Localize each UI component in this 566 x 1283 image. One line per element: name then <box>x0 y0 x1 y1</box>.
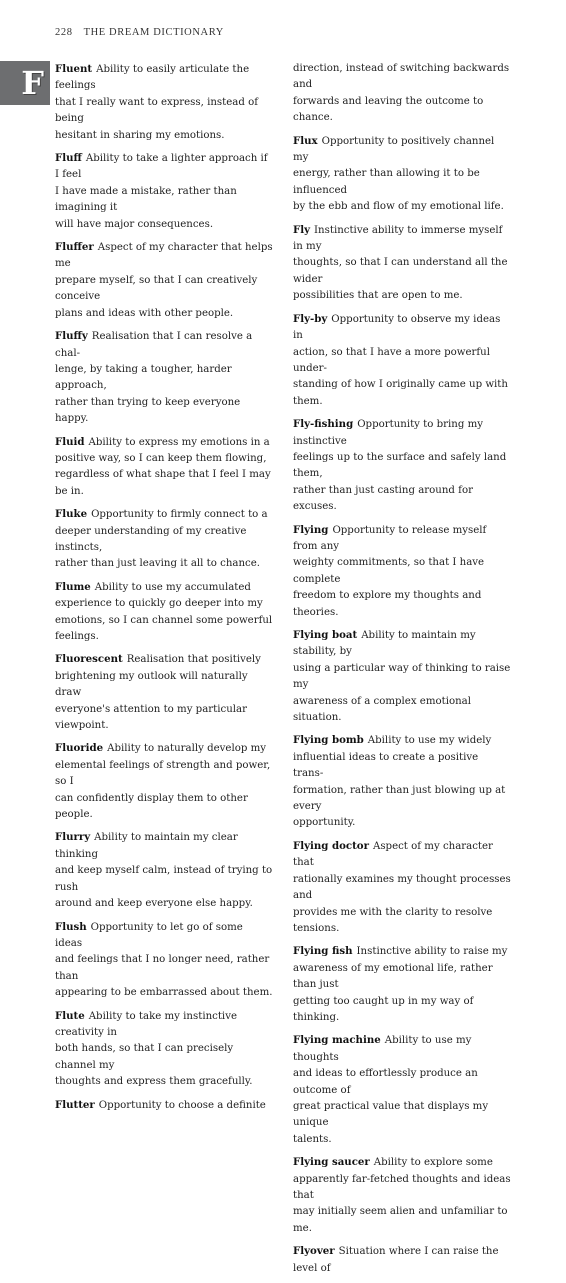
entry-definition-line: Opportunity to bring my instinctive <box>293 419 484 447</box>
entry-definition-line: weighty commitments, so that I have complete <box>293 557 485 585</box>
entry-definition-line: prepare myself, so that I can creatively conceive <box>55 274 258 303</box>
dictionary-entry <box>55 434 273 501</box>
entry-definition-line: feelings. <box>55 631 99 642</box>
right-column <box>293 61 511 1283</box>
entry-definition-line: deeper understanding of my creative instincts, <box>55 525 247 553</box>
dictionary-entry <box>55 1097 273 1114</box>
entry-definition-line: emotions, so I can channel some powerful <box>55 614 273 626</box>
entry-definition-line: around and keep everyone else happy. <box>55 898 253 910</box>
dictionary-entry <box>55 740 273 823</box>
entry-definition-line: opportunity. <box>293 817 356 829</box>
dictionary-entry <box>55 150 273 233</box>
entry-definition-line: experience to quickly go deeper into my <box>55 598 263 610</box>
entry-definition-line: Ability to express my emotions in a <box>88 436 270 448</box>
entry-definition-line: provides me with the clarity to resolve tensions. <box>293 906 493 934</box>
entry-definition-line: lenge, by taking a tougher, harder approach, <box>55 363 232 392</box>
dictionary-entry <box>55 651 273 734</box>
entry-definition-line: Aspect of my character that helps me <box>55 242 273 270</box>
entry-definition-line: talents. <box>293 1133 332 1145</box>
entry-definition-line: Ability to naturally develop my <box>107 743 267 755</box>
entry-definition-line: action, so that I have a more powerful under- <box>293 346 490 374</box>
book-title: THE DREAM DICTIONARY <box>83 27 224 38</box>
dictionary-entry <box>293 1154 511 1237</box>
entry-definition-line: Ability to take a lighter approach if I feel <box>55 153 268 181</box>
entry-term: Fly-fishing <box>293 418 354 431</box>
entry-definition-line: Opportunity to choose a definite <box>98 1099 266 1111</box>
entry-definition-line: standing of how I originally came up with them. <box>293 379 508 407</box>
entry-definition-line: direction, instead of switching backwards and <box>293 63 510 91</box>
entry-definition-line: formation, rather than just blowing up at every <box>293 784 506 813</box>
entry-definition-line: I have made a mistake, rather than imagining it <box>55 185 237 214</box>
entry-definition-line: hesitant in sharing my emotions. <box>55 129 225 141</box>
entry-term: Fly-by <box>293 312 328 325</box>
entry-definition-line: influential ideas to create a positive trans- <box>293 751 479 780</box>
entry-term: Flux <box>293 134 318 147</box>
entry-definition-line: great practical value that displays my unique <box>293 1100 489 1129</box>
entry-definition-line: Instinctive ability to immerse myself in my <box>293 224 503 253</box>
left-column <box>55 61 273 1120</box>
entry-definition-line: will have major consequences. <box>55 218 214 230</box>
entry-term: Flying machine <box>293 1034 381 1047</box>
entry-definition-line: rationally examines my thought processes and <box>293 873 511 902</box>
entry-definition-line: feelings up to the surface and safely land them, <box>293 451 507 480</box>
entry-definition-line: rather than just leaving it all to chance. <box>55 558 260 570</box>
entry-definition-line: Ability to use my thoughts <box>293 1035 472 1063</box>
dictionary-entry <box>293 1032 511 1148</box>
entry-definition-line: Realisation that positively <box>126 654 261 666</box>
entry-definition-line: plans and ideas with other people. <box>55 307 234 319</box>
entry-definition-line: rather than trying to keep everyone happy. <box>55 396 241 425</box>
entry-definition-line: Ability to maintain my clear thinking <box>55 832 238 860</box>
dictionary-entry <box>55 919 273 1002</box>
entry-definition-line: Opportunity to firmly connect to a <box>91 509 268 521</box>
entry-definition-line: Realisation that I can resolve a chal- <box>55 331 253 359</box>
dictionary-entry <box>293 133 511 216</box>
entry-term: Fluffer <box>55 241 94 254</box>
entry-definition-line: Ability to use my widely <box>367 735 492 747</box>
dictionary-entry <box>293 416 511 515</box>
entry-term: Flying boat <box>293 629 358 641</box>
dictionary-entry <box>55 61 273 144</box>
entry-term: Fluid <box>55 435 85 448</box>
entry-definition-line: everyone's attention to my particular viewpoint. <box>55 703 247 732</box>
entry-definition-line: by the ebb and flow of my emotional life. <box>293 201 504 213</box>
entry-definition-line: Ability to take my instinctive creativity in <box>55 1010 237 1038</box>
page-number: 228 <box>55 27 73 38</box>
dictionary-entry <box>293 222 511 305</box>
dictionary-entry <box>55 328 273 427</box>
entry-term: Fluffy <box>55 330 88 343</box>
entry-definition-line: Ability to easily articulate the feelings <box>55 64 250 92</box>
dictionary-entry <box>293 627 511 726</box>
dictionary-entry <box>293 1243 511 1277</box>
entry-definition-line: Aspect of my character that <box>293 840 493 869</box>
entry-definition-line: Situation where I can raise the level of <box>293 1246 499 1274</box>
entry-term: Flying doctor <box>293 839 369 852</box>
section-letter-tab <box>0 61 50 105</box>
dictionary-entry <box>55 579 273 646</box>
running-header <box>55 27 224 38</box>
entry-definition-line: Ability to explore some <box>373 1157 493 1169</box>
entry-term: Flush <box>55 920 87 933</box>
entry-definition-line: apparently far-fetched thoughts and ideas that <box>293 1173 511 1201</box>
entry-term: Fluke <box>55 508 88 521</box>
entry-term: Flying bomb <box>293 734 364 747</box>
entry-definition-line: may initially seem alien and unfamiliar to me. <box>293 1206 508 1234</box>
dictionary-entry <box>293 522 511 621</box>
entry-term: Fluoride <box>55 742 104 755</box>
entry-term: Fly <box>293 223 311 236</box>
entry-definition-line: energy, rather than allowing it to be influenced <box>293 168 480 196</box>
entry-definition-line: regardless of what shape that I feel I may be in. <box>55 469 271 497</box>
entry-definition-line: thoughts and express them gracefully. <box>55 1076 253 1088</box>
entry-term: Flying fish <box>293 945 353 958</box>
entry-term: Flying saucer <box>293 1156 370 1169</box>
entry-definition-line: possibilities that are open to me. <box>293 290 463 302</box>
entry-definition-line: Opportunity to observe my ideas in <box>293 313 501 342</box>
entry-definition-line: Opportunity to positively channel my <box>293 135 495 164</box>
entry-definition-line: that I really want to express, instead of being <box>55 96 258 125</box>
entry-term: Fluent <box>55 63 93 75</box>
dictionary-entry <box>293 311 511 410</box>
dictionary-entry <box>293 838 511 937</box>
entry-definition-line: and keep myself calm, instead of trying to rush <box>55 865 273 893</box>
entry-definition-line: awareness of my emotional life, rather than just <box>293 962 493 991</box>
entry-definition-line: rather than just casting around for excuses. <box>293 484 473 513</box>
dictionary-entry <box>293 732 511 831</box>
entry-definition-line: both hands, so that I can precisely channel my <box>55 1043 234 1071</box>
entry-definition-line: brightening my outlook will naturally draw <box>55 670 248 699</box>
entry-term: Fluorescent <box>55 653 123 666</box>
entry-definition-line: freedom to explore my thoughts and theories. <box>293 590 482 618</box>
dictionary-entry <box>55 239 273 322</box>
entry-term: Flurry <box>55 831 91 844</box>
entry-definition-line: forwards and leaving the outcome to chance. <box>293 95 484 124</box>
entry-term: Flying <box>293 523 329 536</box>
entry-term: Fluff <box>55 152 82 165</box>
dictionary-entry <box>293 943 511 1026</box>
entry-definition-line: can confidently display them to other people. <box>55 792 248 821</box>
entry-definition-line: Ability to maintain my stability, by <box>293 630 476 658</box>
entry-definition-line: elemental feelings of strength and power, so I <box>55 759 271 788</box>
entry-definition-line: Instinctive ability to raise my <box>356 946 508 958</box>
entry-definition-line: Ability to use my accumulated <box>94 581 251 593</box>
entry-term: Flutter <box>55 1098 95 1111</box>
entry-definition-line: thoughts, so that I can understand all the wider <box>293 257 508 285</box>
entry-definition-line: and ideas to effortlessly produce an outcome of <box>293 1068 478 1096</box>
entry-term: Flume <box>55 580 91 593</box>
dictionary-entry <box>55 829 273 912</box>
entry-term: Flute <box>55 1009 85 1022</box>
entry-definition-line: Opportunity to release myself from any <box>293 524 487 552</box>
dictionary-entry <box>55 506 273 573</box>
dictionary-entry <box>293 61 511 127</box>
entry-term: Flyover <box>293 1245 335 1258</box>
entry-definition-line: and feelings that I no longer need, rather than <box>55 954 270 982</box>
entry-definition-line: using a particular way of thinking to raise my <box>293 662 511 691</box>
entry-definition-line: getting too caught up in my way of thinking. <box>293 995 474 1023</box>
entry-definition-line: appearing to be embarrassed about them. <box>55 987 273 999</box>
entry-definition-line: positive way, so I can keep them flowing, <box>55 452 267 464</box>
entry-definition-line: Opportunity to let go of some ideas <box>55 921 243 949</box>
entry-definition-line: awareness of a complex emotional situation. <box>293 695 471 724</box>
dictionary-entry <box>55 1008 273 1091</box>
section-letter: F <box>21 64 44 102</box>
